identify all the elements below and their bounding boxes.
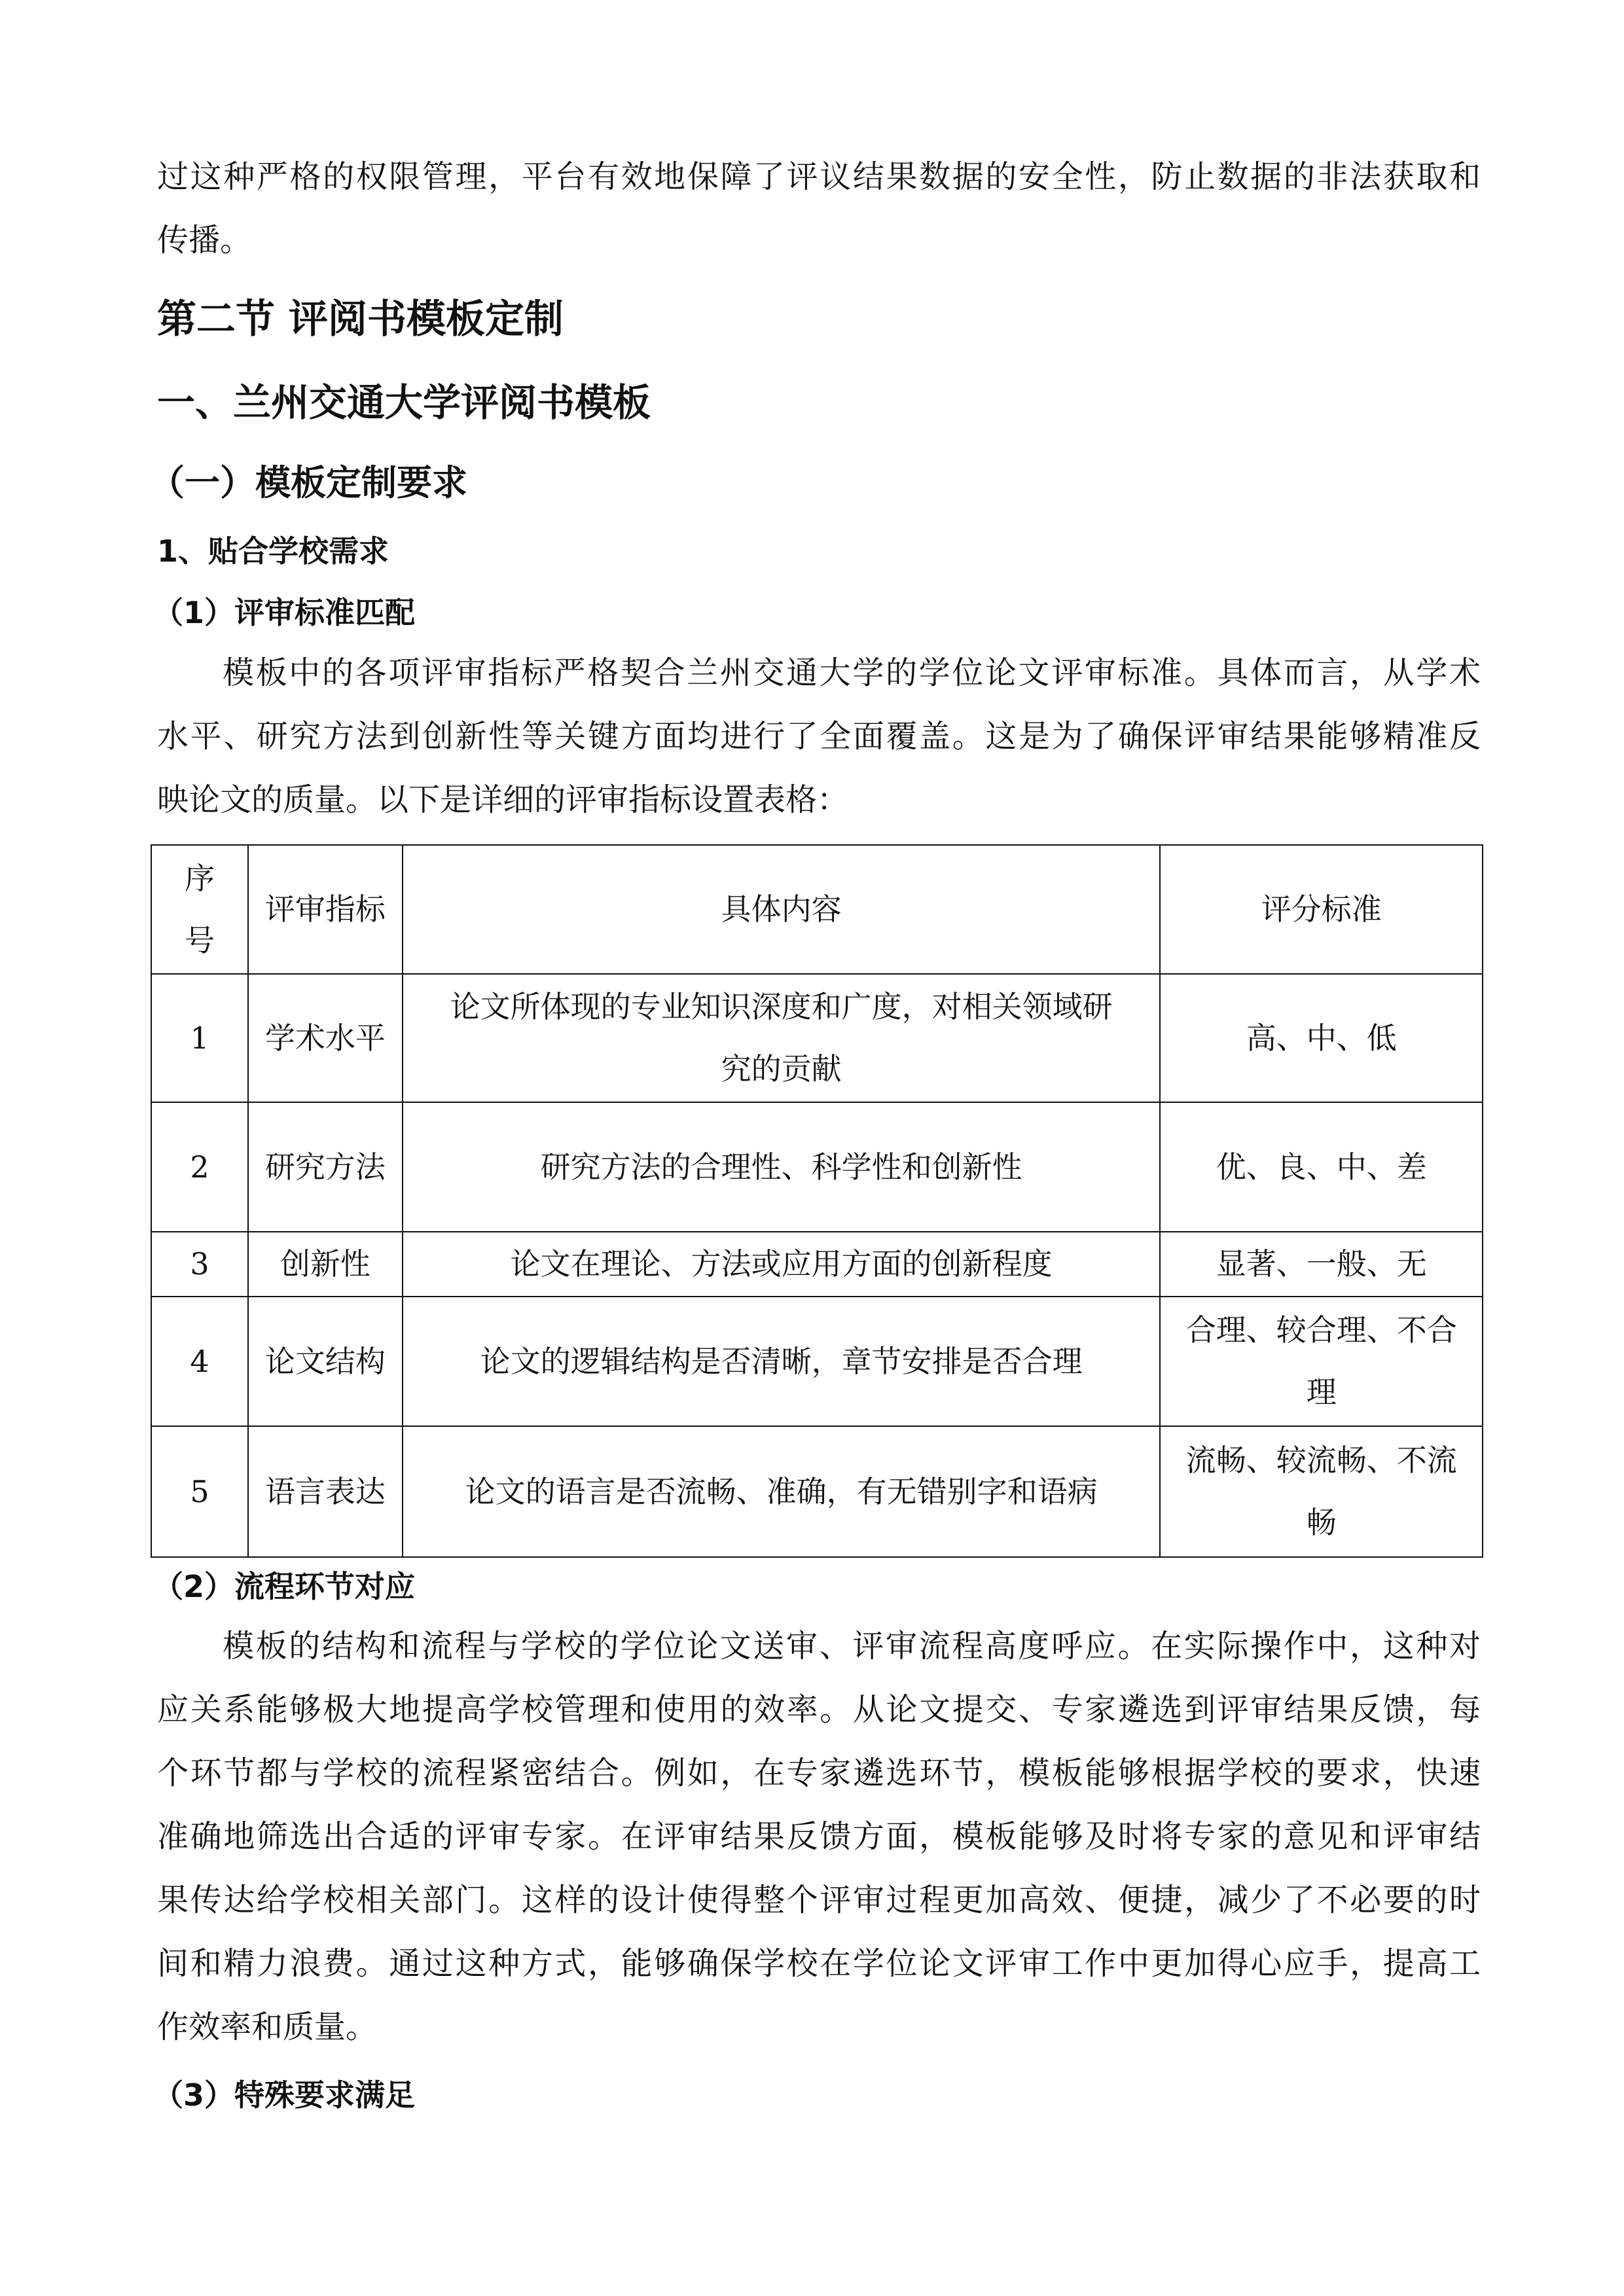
score-cell: 高、中、低 xyxy=(1160,974,1483,1102)
text-line: 模板中的各项评审指标严格契合兰州交通大学的学位论文评审标准。具体而言，从学术 xyxy=(223,655,1481,691)
text-line: 传播。 xyxy=(157,222,252,259)
table-row xyxy=(151,974,1483,1102)
score-cell: 流畅、较流畅、不流畅 xyxy=(1160,1426,1483,1557)
text-line: 模板的结构和流程与学校的学位论文送审、评审流程高度呼应。在实际操作中，这种对 xyxy=(223,1628,1481,1664)
intro-paragraph xyxy=(157,145,1481,272)
criterion-cell: 研究方法 xyxy=(248,1102,403,1232)
index-cell: 3 xyxy=(151,1232,248,1297)
evaluation-criteria-table xyxy=(151,844,1483,1558)
text-line: 准确地筛选出合适的评审专家。在评审结果反馈方面，模板能够及时将专家的意见和评审结 xyxy=(157,1818,1481,1855)
criterion-cell: 论文结构 xyxy=(248,1297,403,1426)
header-cell: 评分标准 xyxy=(1160,845,1483,974)
index-cell: 2 xyxy=(151,1102,248,1232)
score-cell: 显著、一般、无 xyxy=(1160,1232,1483,1297)
text-line: 映论文的质量。以下是详细的评审指标设置表格： xyxy=(157,781,849,818)
text-line: 个环节都与学校的流程紧密结合。例如，在专家遴选环节，模板能够根据学校的要求，快速 xyxy=(157,1755,1481,1791)
text-line: 作效率和质量。 xyxy=(157,2009,378,2045)
score-cell: 优、良、中、差 xyxy=(1160,1102,1483,1232)
section-title: 第二节 评阅书模板定制 xyxy=(157,296,564,342)
content-cell: 论文的逻辑结构是否清晰，章节安排是否合理 xyxy=(403,1297,1161,1426)
header-cell: 序号 xyxy=(151,845,248,974)
subheading-special-requirements: （3）特殊要求满足 xyxy=(153,2077,416,2113)
heading-level-3: 1、贴合学校需求 xyxy=(157,533,389,569)
header-cell: 评审指标 xyxy=(248,845,403,974)
content-cell: 研究方法的合理性、科学性和创新性 xyxy=(403,1102,1161,1232)
criterion-cell: 创新性 xyxy=(248,1232,403,1297)
content-cell: 论文的语言是否流畅、准确，有无错别字和语病 xyxy=(403,1426,1161,1557)
index-cell: 5 xyxy=(151,1426,248,1557)
criterion-cell: 语言表达 xyxy=(248,1426,403,1557)
criterion-cell: 学术水平 xyxy=(248,974,403,1102)
score-cell: 合理、较合理、不合理 xyxy=(1160,1297,1483,1426)
heading-level-1: 一、兰州交通大学评阅书模板 xyxy=(157,380,651,425)
table-header-row xyxy=(151,845,1483,974)
table-row xyxy=(151,1297,1483,1426)
index-cell: 1 xyxy=(151,974,248,1102)
text-line: 水平、研究方法到创新性等关键方面均进行了全面覆盖。这是为了确保评审结果能够精准反 xyxy=(157,718,1481,755)
header-cell: 具体内容 xyxy=(403,845,1161,974)
standards-paragraph xyxy=(157,641,1481,832)
subheading-standard-match: （1）评审标准匹配 xyxy=(153,595,416,630)
text-line: 间和精力浪费。通过这种方式，能够确保学校在学位论文评审工作中更加得心应手，提高工 xyxy=(157,1945,1481,1982)
index-cell: 4 xyxy=(151,1297,248,1426)
text-line: 应关系能够极大地提高学校管理和使用的效率。从论文提交、专家遴选到评审结果反馈，每 xyxy=(157,1691,1481,1728)
content-cell: 论文所体现的专业知识深度和广度，对相关领域研究的贡献 xyxy=(403,974,1161,1102)
subheading-process-match: （2）流程环节对应 xyxy=(153,1569,416,1604)
heading-level-2: （一）模板定制要求 xyxy=(149,462,467,503)
text-line: 过这种严格的权限管理，平台有效地保障了评议结果数据的安全性，防止数据的非法获取和 xyxy=(157,158,1481,195)
table-row xyxy=(151,1426,1483,1557)
table-row xyxy=(151,1102,1483,1232)
process-paragraph xyxy=(157,1615,1481,2059)
text-line: 果传达给学校相关部门。这样的设计使得整个评审过程更加高效、便捷，减少了不必要的时 xyxy=(157,1882,1481,1918)
content-cell: 论文在理论、方法或应用方面的创新程度 xyxy=(403,1232,1161,1297)
table-row xyxy=(151,1232,1483,1297)
